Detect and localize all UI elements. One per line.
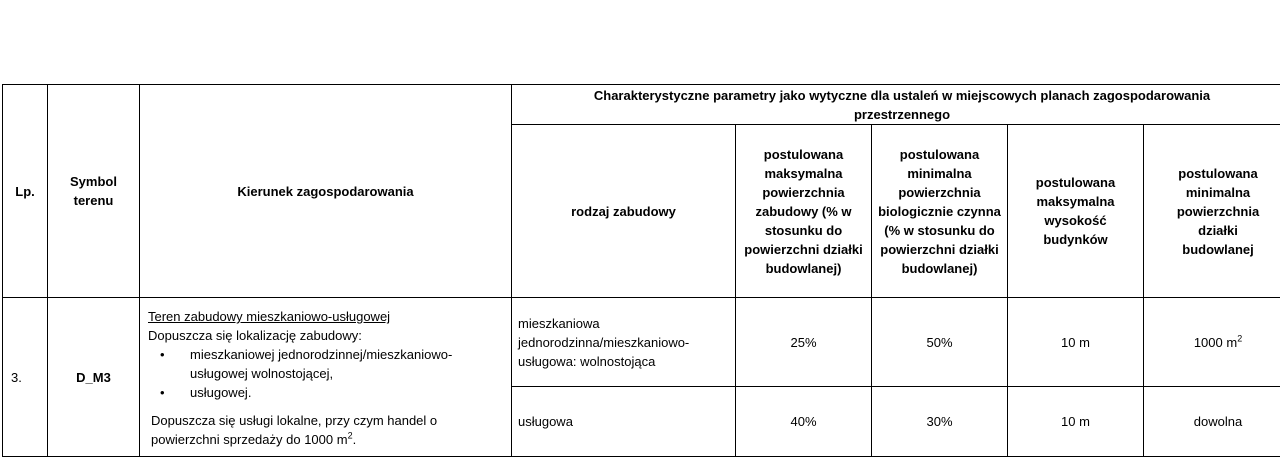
local-services-note [148,411,503,449]
subrow-1-wysokosc: 10 m [1008,298,1144,387]
subrow-2-min-dzialka [1144,387,1280,457]
row-lp: 3. [3,298,48,457]
subrow-1-min-biologiczna: 50% [872,298,1008,387]
header-min-dzialka: postulowana minimalna powierzchnia działki budowlanej [1144,125,1280,298]
header-max-zabudowa: postulowana maksymalna powierzchnia zabudowy (% w stosunku do powierzchni działki budowlanej) [736,125,872,298]
header-lp: Lp. [3,85,48,298]
row-intro: Dopuszcza się lokalizację zabudowy: [148,328,362,343]
header-min-biologiczna: postulowana minimalna powierzchnia biologicznie czynna (% w stosunku do powierzchni działki budowlanej) [872,125,1008,298]
row-description [140,298,512,457]
row-symbol: D_M3 [48,298,140,457]
list-item: • usługowej. [160,385,252,400]
header-row-1 [3,85,1280,125]
subrow-1-max-zabudowa: 25% [736,298,872,387]
local-text: Dopuszcza się usługi lokalne, przy czym handel o powierzchni sprzedaży do 1000 m [151,413,438,447]
row-title: Teren zabudowy mieszkaniowo-usługowej [148,309,391,324]
header-rodzaj: rodzaj zabudowy [512,125,736,298]
subrow-2-min-dzialka-value: dowolna [1193,414,1243,429]
subrow-1-min-dzialka-value: 1000 m [1193,334,1238,350]
subrow-1-min-dzialka [1144,298,1280,387]
header-symbol: Symbol terenu [48,85,140,298]
header-kierunek: Kierunek zagospodarowania [140,85,512,298]
subrow-1-min-dzialka-sup: 2 [1237,333,1243,344]
planning-parameters-table [2,84,1280,457]
list-item: • mieszkaniowej jednorodzinnej/mieszkaniowo-usługowej wolnostojącej, [160,347,453,381]
header-group: Charakterystyczne parametry jako wytyczne dla ustaleń w miejscowych planach zagospodarowania przestrzennego [512,85,1280,125]
subrow-2-rodzaj: usługowa [512,387,736,457]
bullet-text-1: mieszkaniowej jednorodzinnej/mieszkaniowo-usługowej wolnostojącej, [190,347,453,381]
subrow-2-max-zabudowa: 40% [736,387,872,457]
local-end: . [352,432,357,447]
table-row [3,298,1280,387]
local-sup: 2 [347,430,353,441]
subrow-2-wysokosc: 10 m [1008,387,1144,457]
subrow-1-rodzaj: mieszkaniowa jednorodzinna/mieszkaniowo-usługowa: wolnostojąca [512,298,736,387]
subrow-2-min-biologiczna: 30% [872,387,1008,457]
bullet-list [148,345,503,402]
header-wysokosc: postulowana maksymalna wysokość budynków [1008,125,1144,298]
bullet-text-2: usługowej. [190,385,252,400]
